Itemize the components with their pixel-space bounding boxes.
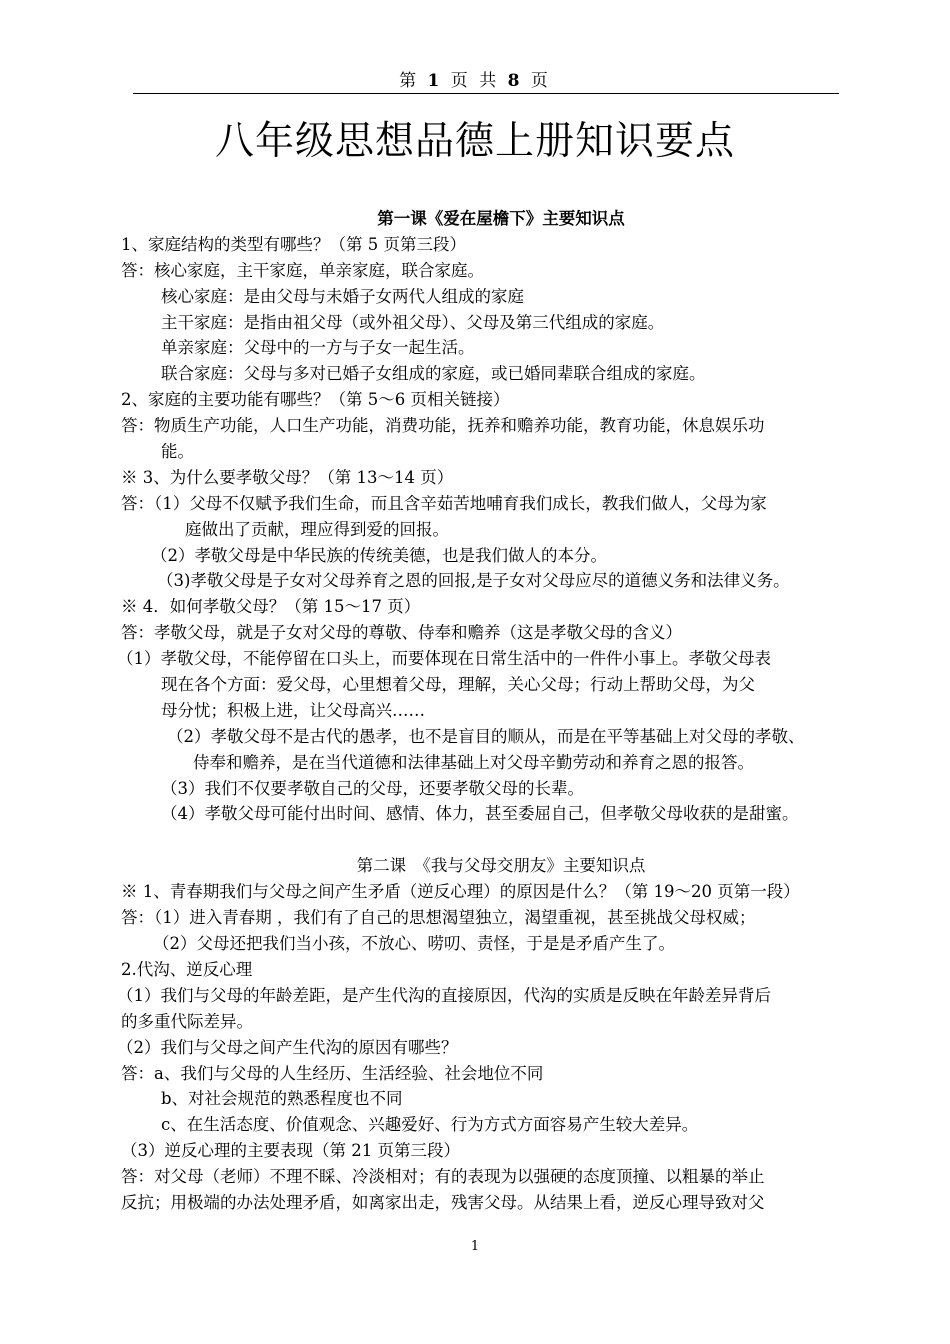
answer-4-item: （1）孝敬父母，不能停留在口头上，而要体现在日常生活中的一件件小事上。孝敬父母表	[117, 649, 771, 669]
answer-1: 答：核心家庭，主干家庭，单亲家庭，联合家庭。	[121, 260, 484, 280]
answer-5-item: （2）父母还把我们当小孩，不放心、唠叨、责怪，于是是矛盾产生了。	[153, 934, 675, 954]
question-4: ※ 4．如何孝敬父母？（第 15～17 页）	[121, 597, 421, 617]
answer-1-item: 单亲家庭：父母中的一方与子女一起生活。	[161, 338, 475, 358]
answer-4-item: （3）我们不仅要孝敬自己的父母，还要孝敬父母的长辈。	[161, 778, 584, 798]
answer-6-item: （2）我们与父母之间产生代沟的原因有哪些？	[117, 1037, 458, 1057]
question-1: 1、家庭结构的类型有哪些？（第 5 页第三段）	[121, 234, 466, 254]
answer-6-sub: 答：a、我们与父母的人生经历、生活经验、社会地位不同	[121, 1063, 544, 1083]
header-total-pages: 8	[507, 71, 523, 91]
question-2: 2、家庭的主要功能有哪些？（第 5～6 页相关链接）	[121, 390, 510, 410]
answer-3-item: （3)孝敬父母是子女对父母养育之恩的回报,是子女对父母应尽的道德义务和法律义务。	[157, 571, 790, 591]
document-title: 八年级思想品德上册知识要点	[214, 119, 735, 164]
header-suffix: 页	[530, 71, 551, 91]
question-6: 2.代沟、逆反心理	[121, 959, 253, 979]
answer-5: 答：（1）进入青春期 ，我们有了自己的思想渴望独立，渴望重视，甚至挑战父母权威；	[121, 908, 756, 928]
answer-3-item: （2）孝敬父母是中华民族的传统美德，也是我们做人的本分。	[151, 545, 607, 565]
answer-3: 答：（1）父母不仅赋予我们生命，而且含辛茹苦地哺育我们成长，教我们做人，父母为家	[121, 493, 767, 513]
question-5: ※ 1、青春期我们与父母之间产生矛盾（逆反心理）的原因是什么？（第 19～20 页第一段）	[121, 882, 800, 902]
answer-4-continued: 侍奉和赡养，是在当代道德和法律基础上对父母辛勤劳动和养育之恩的报答。	[193, 752, 754, 772]
page-footer-number: 1	[470, 1239, 480, 1254]
answer-6-text: 答：对父母（老师）不理不睬、冷淡相对；有的表现为以强硬的态度顶撞、以粗暴的举止	[121, 1167, 765, 1187]
answer-4-continued: 现在各个方面：爱父母，心里想着父母，理解，关心父母；行动上帮助父母，为父	[161, 675, 755, 695]
section-heading-2: 第二课 《我与父母交朋友》主要知识点	[356, 856, 646, 876]
answer-1-item: 联合家庭：父母与多对已婚子女组成的家庭，或已婚同辈联合组成的家庭。	[161, 364, 706, 384]
answer-6-item: （1）我们与父母的年龄差距，是产生代沟的直接原因，代沟的实质是反映在年龄差异背后	[117, 985, 771, 1005]
answer-2-continued: 能。	[161, 442, 194, 462]
answer-6-continued: 的多重代际差异。	[121, 1011, 253, 1031]
answer-4: 答：孝敬父母，就是子女对父母的尊敬、侍奉和赡养（这是孝敬父母的含义）	[121, 623, 682, 643]
header-mid: 页 共	[450, 71, 500, 91]
answer-4-item: （2）孝敬父母不是古代的愚孝，也不是盲目的顺从，而是在平等基础上对父母的孝敬、	[167, 726, 805, 746]
page-header	[0, 66, 950, 91]
answer-1-item: 主干家庭：是指由祖父母（或外祖父母）、父母及第三代组成的家庭。	[161, 312, 665, 332]
header-page-number: 1	[427, 71, 443, 91]
document-body	[117, 206, 881, 1216]
answer-6-text: 反抗；用极端的办法处理矛盾，如离家出走，残害父母。从结果上看，逆反心理导致对父	[121, 1192, 765, 1212]
section-gap	[121, 827, 881, 853]
answer-4-item: （4）孝敬父母可能付出时间、感情、体力，甚至委屈自己，但孝敬父母收获的是甜蜜。	[161, 804, 799, 824]
answer-6-sub: b、对社会规范的熟悉程度也不同	[161, 1089, 403, 1109]
question-3: ※ 3、为什么要孝敬父母？（第 13～14 页）	[121, 467, 454, 487]
header-prefix: 第	[399, 71, 420, 91]
answer-1-item: 核心家庭：是由父母与未婚子女两代人组成的家庭	[161, 286, 524, 306]
header-rule	[133, 93, 839, 94]
answer-3-continued: 庭做出了贡献，理应得到爱的回报。	[185, 519, 449, 539]
answer-6-item: （3）逆反心理的主要表现（第 21 页第三段）	[121, 1141, 460, 1161]
answer-4-continued: 母分忧；积极上进，让父母高兴……	[161, 700, 425, 720]
section-heading-1: 第一课《爱在屋檐下》主要知识点	[377, 209, 625, 228]
answer-6-sub: c、在生活态度、价值观念、兴趣爱好、行为方式方面容易产生较大差异。	[161, 1115, 699, 1135]
answer-2: 答：物质生产功能，人口生产功能，消费功能，抚养和赡养功能，教育功能，休息娱乐功	[121, 416, 765, 436]
